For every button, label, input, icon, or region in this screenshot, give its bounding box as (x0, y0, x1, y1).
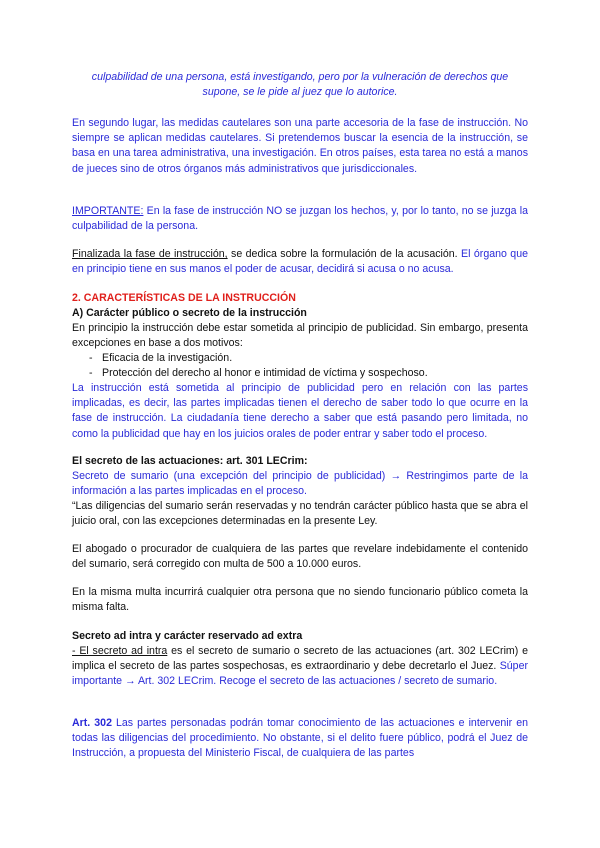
subheading-secreto-actuaciones: El secreto de las actuaciones: art. 301 LECrim: (72, 455, 308, 467)
paragraph-secreto-ad-intra: - El secreto ad intra es el secreto de sumario o secreto de las actuaciones (art. 302 LECrim) e implica el secreto de las partes sospechosas, es extraordinario y debe decretarlo el Juez. Súper importante → Art. 302 LECrim. Recoge el secreto de las actuaciones / secreto de sumario. (72, 645, 528, 688)
subheading-ad-intra: Secreto ad intra y carácter reservado ad extra (72, 630, 303, 642)
art-302-label: Art. 302 (72, 717, 112, 729)
motivos-list (72, 351, 528, 381)
paragraph-culpabilidad: culpabilidad de una persona, está investigando, pero por la vulneración de derechos que supone, se le pide al juez que lo autorice. (91, 71, 509, 99)
paragraph-segundo-lugar: En segundo lugar, las medidas cautelares son una parte accesoria de la fase de instrucción. No siempre se aplican medidas cautelares. Si pretendemos buscar la esencia de la instrucción, se basa en una tarea administrativa, una investigación. En otros países, esta tarea no está a manos de jueces sino de otros órganos más administrativos que jurisdiccionales. (72, 117, 528, 175)
paragraph-misma-multa: En la misma multa incurrirá cualquier otra persona que no siendo funcionario público cometa la misma falta. (72, 586, 528, 614)
paragraph-art-302: Art. 302 Las partes personadas podrán tomar conocimiento de las actuaciones e intervenir en todas las diligencias del procedimiento. No obstante, si el delito fuere público, podrá el Juez de Instrucción, a propuesta del Ministerio Fiscal, de cualquiera de las partes (72, 717, 528, 760)
super-importante-note: Súper importante → Art. 302 LECrim. Recoge el secreto de las actuaciones / secreto de sumario. (72, 660, 528, 688)
paragraph-quote-diligencias: “Las diligencias del sumario serán reservadas y no tendrán carácter público hasta que se abra el juicio oral, con las excepciones determinadas en la presente Ley. (72, 500, 528, 528)
list-item: - Protección del derecho al honor e intimidad de víctima y sospechoso. (72, 366, 528, 381)
paragraph-principio-publicidad: En principio la instrucción debe estar sometida al principio de publicidad. Sin embargo, presenta excepciones en base a dos motivos: (72, 322, 528, 350)
list-item: - Eficacia de la investigación. (72, 351, 528, 366)
subheading-caracter-publico: A) Carácter público o secreto de la instrucción (72, 307, 307, 319)
paragraph-secreto-sumario: Secreto de sumario (una excepción del principio de publicidad) → Restringimos parte de la información a las partes implicadas en el proceso. (72, 470, 528, 498)
section-heading-caracteristicas: 2. CARACTERÍSTICAS DE LA INSTRUCCIÓN (72, 292, 296, 304)
paragraph-abogado-procurador: El abogado o procurador de cualquiera de las partes que revelare indebidamente el contenido del sumario, será corregido con multa de 500 a 10.000 euros. (72, 543, 528, 571)
paragraph-publicidad-partes: La instrucción está sometida al principio de publicidad pero en relación con las partes implicadas, es decir, las partes implicadas tienen el derecho de saber todo lo que ocurre en la fase de instrucción. La ciudadanía tiene derecho a saber que está pasando pero limitada, no como la publicidad que hay en los juicios orales de poder entrar y saber todo el proceso. (72, 382, 528, 440)
paragraph-finalizada: Finalizada la fase de instrucción, se dedica sobre la formulación de la acusación. El órgano que en principio tiene en sus manos el poder de acusar, decidirá si acusa o no acusa. (72, 248, 528, 276)
importante-label: IMPORTANTE: (72, 205, 144, 217)
paragraph-importante: IMPORTANTE: En la fase de instrucción NO se juzgan los hechos, y, por lo tanto, no se juzga la culpabilidad de la persona. (72, 205, 528, 233)
